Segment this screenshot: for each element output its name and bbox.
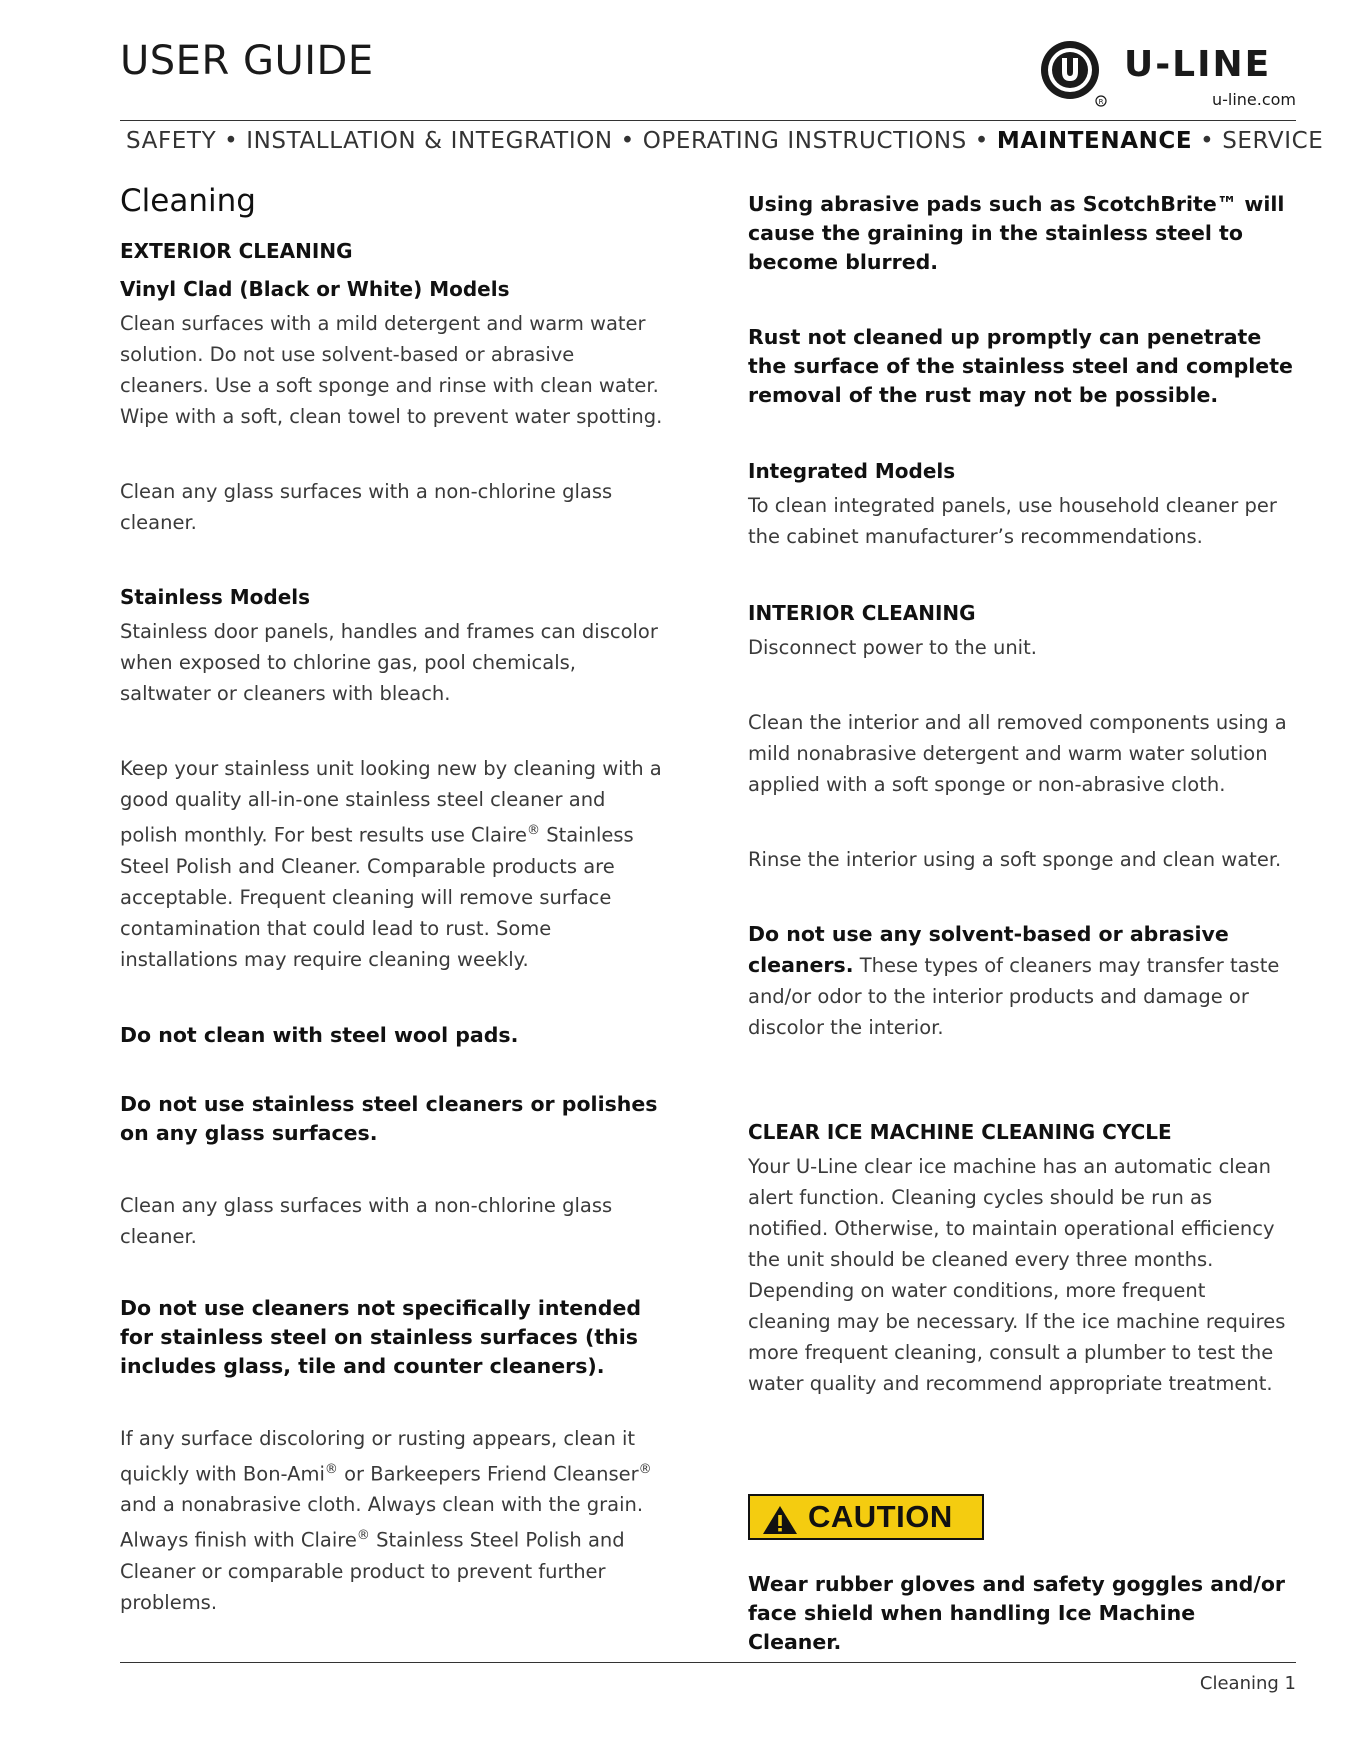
interior-cleaning-heading: INTERIOR CLEANING [748,601,976,625]
stainless-paragraph-1: Stainless door panels, handles and frames can discolor when exposed to chlorine gas, pool chemicals, saltwater or cleaners with bleach. [120,620,658,705]
nav-sections-before: SAFETY • INSTALLATION & INTEGRATION • OPERATING INSTRUCTIONS • [126,128,997,154]
integrated-models-heading: Integrated Models [748,459,956,483]
interior-paragraph-1: Disconnect power to the unit. [748,636,1037,659]
left-column [120,183,665,1618]
vinyl-paragraph-1: Clean surfaces with a mild detergent and warm water solution. Do not use solvent-based or abrasive cleaners. Use a soft sponge and rinse with clean water. Wipe with a soft, clean towel to prevent water spotting. [120,312,663,428]
warning-triangle-icon [762,1505,798,1535]
ice-machine-paragraph: Your U-Line clear ice machine has an automatic clean alert function. Cleaning cycles should be run as notified. Otherwise, to maintain operational efficiency the unit should be cleaned every three months. Depending on water conditions, more frequent cleaning may be necessary. If the ice machine requires more frequent cleaning, consult a plumber to test the water quality and recommend appropriate treatment. [748,1155,1286,1395]
right-column [748,186,1293,1399]
section-nav [126,128,1323,154]
rust-paragraph: If any surface discoloring or rusting appears, clean it quickly with Bon-Ami® or Barkeepers Friend Cleanser® and a nonabrasive cloth. Always clean with the grain. Always finish with Claire® Stainless Steel Polish and Cleaner or comparable product to prevent further problems. [120,1426,652,1614]
warning-steel-wool: Do not clean with steel wool pads. [120,1022,519,1047]
integrated-paragraph: To clean integrated panels, use household cleaner per the cabinet manufacturer’s recommendations. [748,494,1277,548]
brand-logo [1038,38,1296,112]
page-footer-label: Cleaning 1 [1199,1673,1296,1694]
caution-label-box [748,1494,984,1540]
warning-abrasive-pads: Using abrasive pads such as ScotchBrite™ will cause the graining in the stainless steel to become blurred. [748,192,1285,274]
warning-rust-penetration: Rust not cleaned up promptly can penetrate the surface of the stainless steel and complete removal of the rust may not be possible. [748,325,1293,407]
nav-current-section: MAINTENANCE [996,128,1193,154]
svg-text:R: R [1098,98,1104,106]
warning-glass-surfaces: Do not use stainless steel cleaners or polishes on any glass surfaces. [120,1091,658,1145]
stainless-models-heading: Stainless Models [120,585,311,609]
vinyl-paragraph-2: Clean any glass surfaces with a non-chlorine glass cleaner. [120,480,613,534]
stainless-paragraph-2: Keep your stainless unit looking new by cleaning with a good quality all-in-one stainless steel cleaner and polish monthly. For best results use Claire® Stainless Steel Polish and Cleaner. Comparable products are acceptable. Frequent cleaning will remove surface contamination that could lead to rust. Some installations may require cleaning weekly. [120,757,662,971]
footer-divider [120,1662,1296,1663]
brand-url: u-line.com [1211,90,1296,109]
ice-machine-heading: CLEAR ICE MACHINE CLEANING CYCLE [748,1120,1172,1144]
caution-warning-text: Wear rubber gloves and safety goggles and/or face shield when handling Ice Machine Cleaner. [748,1572,1286,1654]
brand-emblem-icon [1038,38,1110,110]
caution-label: CAUTION [808,1499,953,1534]
page-title: Cleaning [120,183,256,219]
interior-paragraph-3: Rinse the interior using a soft sponge and clean water. [748,848,1282,871]
vinyl-models-heading: Vinyl Clad (Black or White) Models [120,277,510,301]
document-title: USER GUIDE [120,38,374,84]
glass-cleaning-paragraph: Clean any glass surfaces with a non-chlorine glass cleaner. [120,1193,613,1248]
interior-paragraph-2: Clean the interior and all removed components using a mild nonabrasive detergent and warm water solution applied with a soft sponge or non-abrasive cloth. [748,711,1287,796]
exterior-cleaning-heading: EXTERIOR CLEANING [120,239,353,263]
brand-name: U-LINE [1124,44,1272,85]
warning-non-stainless-cleaners: Do not use cleaners not specifically intended for stainless steel on stainless surfaces (this includes glass, tile and counter cleaners). [120,1295,642,1378]
nav-sections-after: • SERVICE [1192,128,1324,154]
interior-warning: Do not use any solvent-based or abrasive cleaners. These types of cleaners may transfer taste and/or odor to the interior products and damage or discolor the interior. [748,922,1280,1039]
header-divider [120,120,1296,121]
